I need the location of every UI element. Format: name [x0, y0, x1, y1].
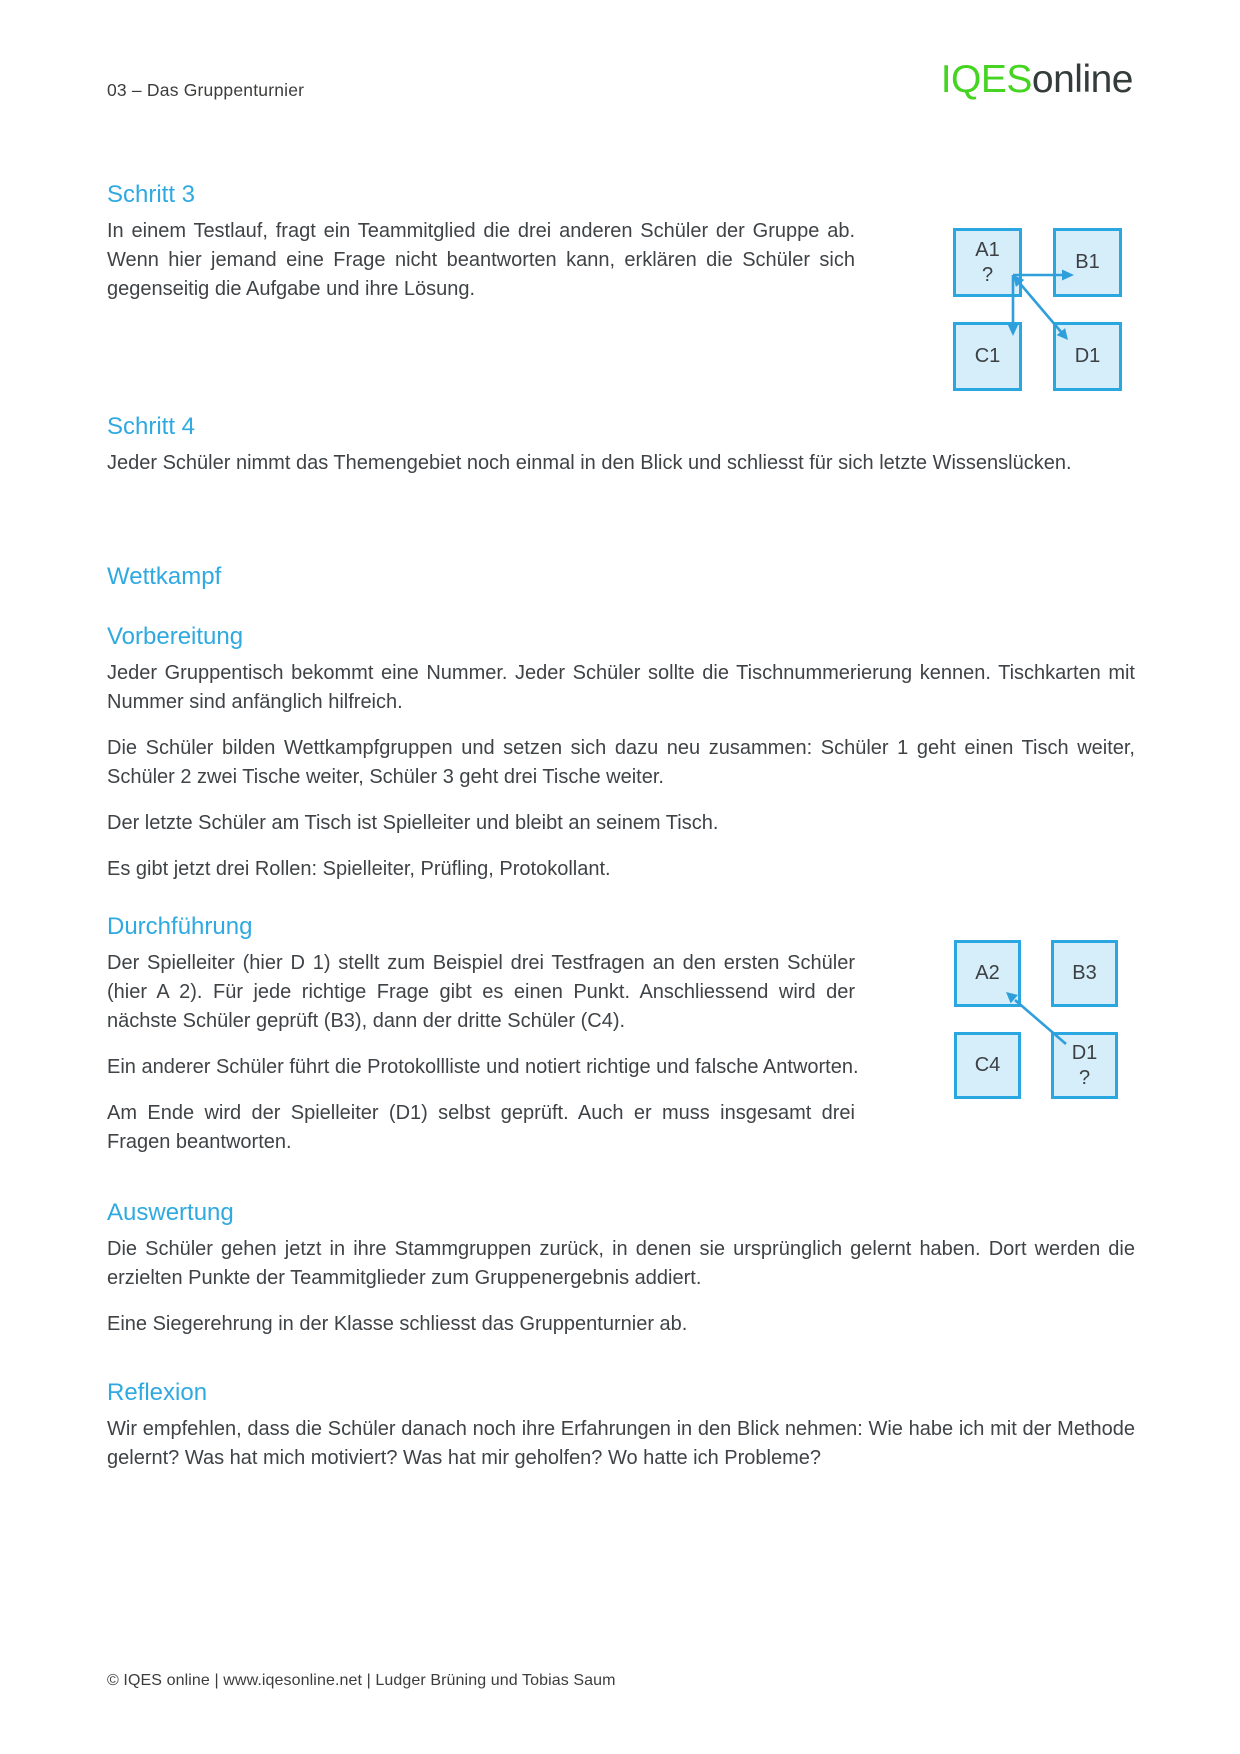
diagram-box-a2: [954, 940, 1021, 1007]
heading-schritt-4: Schritt 4: [107, 413, 196, 440]
box-label: D1: [1071, 1041, 1098, 1064]
paragraph: Eine Siegerehrung in der Klasse schliesst das Gruppenturnier ab.: [107, 1313, 688, 1335]
question-mark: ?: [1078, 1066, 1091, 1089]
diagram-box-d1: [1051, 1032, 1118, 1099]
iqes-online-logo: [941, 60, 1133, 99]
section-wettkampf: [107, 562, 221, 599]
box-label: B1: [1075, 251, 1100, 273]
paragraph: Der Spielleiter (hier D 1) stellt zum Beispiel drei Testfragen an den ersten Schüler (hier A 2). Für jede richtige Frage gibt es einen Punkt. Anschliessend wird der nächste Schüler geprüft (B3), dann der dritte Schüler (C4).: [107, 952, 855, 1032]
paragraph: In einem Testlauf, fragt ein Teammitglied die drei anderen Schüler der Gruppe ab. Wenn hier jemand eine Frage nicht beantworten kann, erklären die Schüler sich gegenseitig die Aufgabe und ihre Lösung.: [107, 220, 855, 300]
heading-wettkampf: Wettkampf: [107, 563, 222, 590]
paragraph: Jeder Gruppentisch bekommt eine Nummer. Jeder Schüler sollte die Tischnummerierung kennen. Tischkarten mit Nummer sind anfänglich hilfreich.: [107, 662, 1135, 713]
logo-online-text: online: [1031, 58, 1133, 101]
diagram-box-c1: [953, 322, 1022, 391]
diagram-box-b1: [1053, 228, 1122, 297]
section-reflexion: [107, 1378, 1135, 1473]
logo-iqes-text: IQES: [940, 58, 1032, 101]
diagram-box-c4: [954, 1032, 1021, 1099]
diagram-wettkampf: [954, 940, 1118, 1099]
heading-auswertung: Auswertung: [107, 1199, 234, 1226]
box-label: C4: [974, 1054, 1001, 1076]
page-footer: © IQES online | www.iqesonline.net | Ludger Brüning und Tobias Saum: [107, 1672, 616, 1689]
paragraph: Der letzte Schüler am Tisch ist Spielleiter und bleibt an seinem Tisch.: [107, 812, 719, 834]
box-label: C1: [974, 345, 1001, 367]
paragraph: Die Schüler bilden Wettkampfgruppen und setzen sich dazu neu zusammen: Schüler 1 geht einen Tisch weiter, Schüler 2 zwei Tische weiter, Schüler 3 geht drei Tische weiter.: [107, 737, 1135, 788]
paragraph: Es gibt jetzt drei Rollen: Spielleiter, Prüfling, Protokollant.: [107, 858, 611, 880]
section-auswertung: [107, 1198, 1135, 1339]
paragraph: Wir empfehlen, dass die Schüler danach noch ihre Erfahrungen in den Blick nehmen: Wie habe ich mit der Methode gelernt? Was hat mich motiviert? Was hat mir geholfen? Wo hatte ich Probleme?: [107, 1418, 1135, 1469]
box-label: A1: [975, 238, 1000, 261]
box-label: B3: [1072, 962, 1097, 984]
paragraph: Am Ende wird der Spielleiter (D1) selbst geprüft. Auch er muss insgesamt drei Fragen beantworten.: [107, 1102, 855, 1153]
diagram-box-a1: [953, 228, 1022, 297]
heading-durchfuehrung: Durchführung: [107, 913, 253, 940]
section-schritt-3: [107, 180, 855, 304]
heading-vorbereitung: Vorbereitung: [107, 623, 244, 650]
diagram-box-d1: [1053, 322, 1122, 391]
diagram-box-b3: [1051, 940, 1118, 1007]
heading-reflexion: Reflexion: [107, 1379, 208, 1406]
document-header-title: 03 – Das Gruppenturnier: [107, 80, 305, 100]
section-vorbereitung: [107, 622, 1135, 884]
box-label: D1: [1074, 345, 1101, 367]
paragraph: Ein anderer Schüler führt die Protokollliste und notiert richtige und falsche Antworten.: [107, 1056, 859, 1078]
section-schritt-4: [107, 412, 1135, 478]
box-label: A2: [975, 962, 1000, 984]
diagram-testlauf: [953, 228, 1120, 391]
paragraph: Jeder Schüler nimmt das Themengebiet noch einmal in den Blick und schliesst für sich letzte Wissenslücken.: [107, 452, 1072, 474]
question-mark: ?: [981, 263, 994, 286]
heading-schritt-3: Schritt 3: [107, 181, 196, 208]
paragraph: Die Schüler gehen jetzt in ihre Stammgruppen zurück, in denen sie ursprünglich gelernt haben. Dort werden die erzielten Punkte der Teammitglieder zum Gruppenergebnis addiert.: [107, 1238, 1135, 1289]
